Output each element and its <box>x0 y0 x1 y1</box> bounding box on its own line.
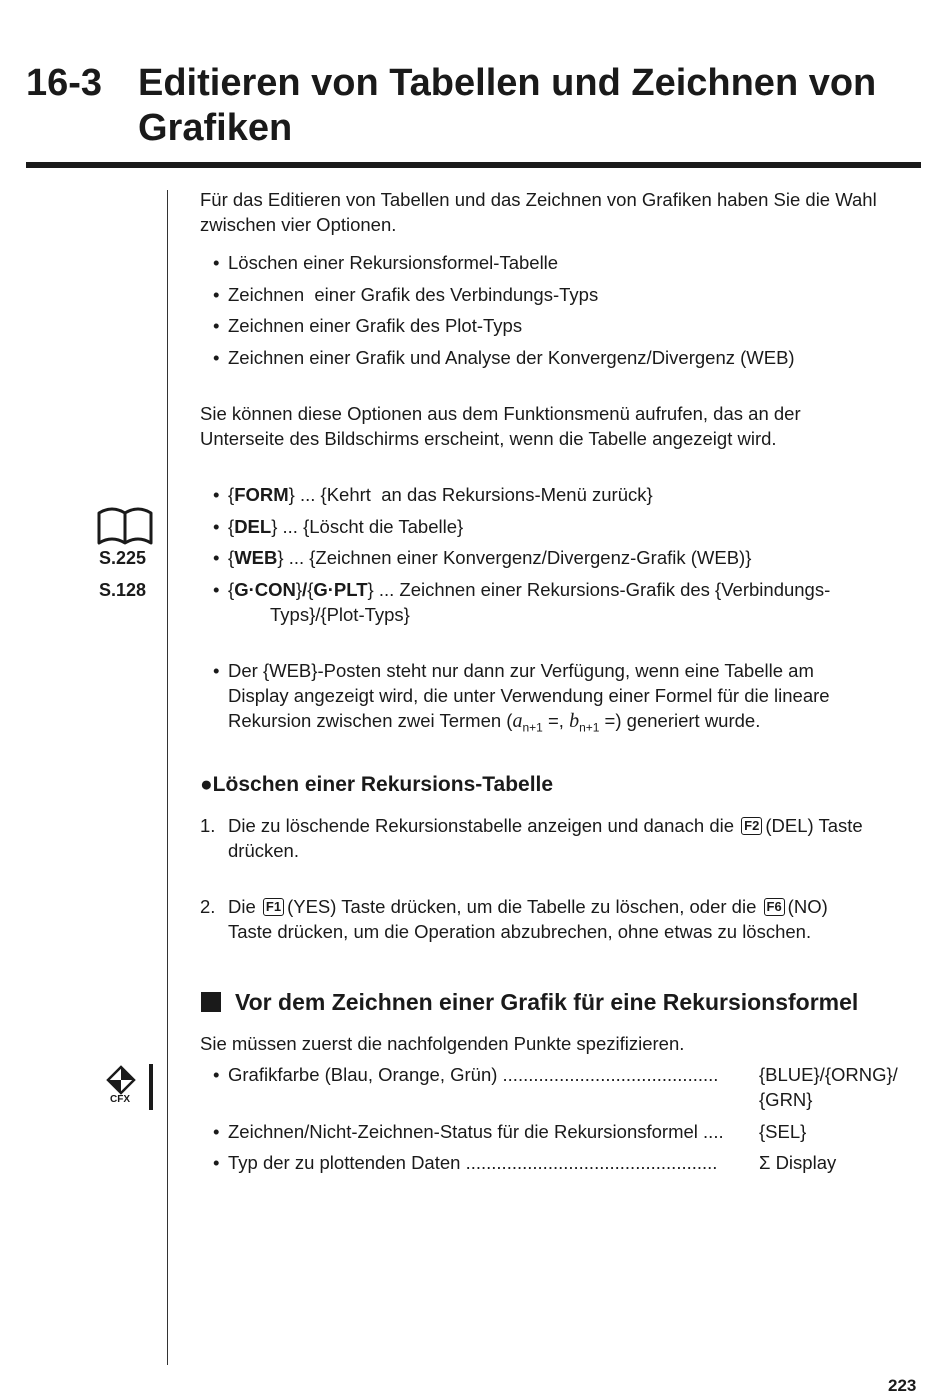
list-item: • Löschen einer Rekursionsformel-Tabelle <box>213 252 559 273</box>
delete-section-heading: ●Löschen einer Rekursions-Tabelle <box>200 773 554 796</box>
manual-book-icon <box>96 505 154 545</box>
page-reference-1: S.225 <box>99 548 147 568</box>
draw-section-intro: Sie müssen zuerst die nachfolgenden Punkte spezifizieren. <box>200 1033 685 1054</box>
list-item: • Zeichnen einer Grafik und Analyse der Konvergenz/Divergenz (WEB) <box>213 346 795 368</box>
cfx-marker-bar <box>149 1064 153 1110</box>
key-gcon: G·CON <box>234 579 296 600</box>
draw-item-select: • Zeichnen/Nicht-Zeichnen-Status für die Rekursionsformel .... {SEL} <box>213 1121 807 1142</box>
step-2: 2. Die F1 (YES) Taste drücken, um die Tabelle zu löschen, oder die F6 (NO) Taste drücken, um die Operation abzubrechen, ohne etwas zu löschen. <box>200 896 828 942</box>
key-form: FORM <box>234 484 289 505</box>
step-1: 1. Die zu löschende Rekursionstabelle anzeigen und danach die F2 (DEL) Taste drücken. <box>200 815 863 861</box>
intro-line2: zwischen vier Optionen. <box>200 214 397 235</box>
cfx-color-icon <box>106 1065 136 1095</box>
menu-item-web: • {WEB} ... {Zeichnen einer Konvergenz/Divergenz-Grafik (WEB)} <box>213 547 752 568</box>
key-gplt: G·PLT <box>313 579 368 600</box>
menu-item-form: • {FORM} ... {Kehrt an das Rekursions-Menü zurück} <box>213 484 653 505</box>
menu-item-gcon-gplt: • {G·CON}/{G·PLT} ... Zeichnen einer Rekursions-Grafik des {Verbindungs- Typs}/{Plot-Typs} <box>213 579 831 625</box>
margin-divider <box>167 190 168 1365</box>
draw-section-heading: Vor dem Zeichnen einer Grafik für eine Rekursionsformel <box>235 989 859 1015</box>
key-web: WEB <box>234 547 278 568</box>
section-square-icon <box>201 992 221 1012</box>
section-number: 16-3 <box>26 62 103 104</box>
menu-intro-line1: Sie können diese Optionen aus dem Funktionsmenü aufrufen, das an der <box>200 403 801 424</box>
key-del: DEL <box>234 516 272 537</box>
page-number: 223 <box>888 1376 917 1395</box>
page-title-line1: Editieren von Tabellen und Zeichnen von <box>138 62 877 104</box>
page-reference-2: S.128 <box>99 580 147 600</box>
list-item: • Zeichnen einer Grafik des Verbindungs-Typs <box>213 283 599 305</box>
intro-line1: Für das Editieren von Tabellen und das Zeichnen von Grafiken haben Sie die Wahl <box>200 189 877 210</box>
f1-key: F1 <box>263 898 284 916</box>
web-note: • Der {WEB}-Posten steht nur dann zur Verfügung, wenn eine Tabelle am Display angezeigt wird, die unter Verwendung einer Formel für die lineare Rekursion zwischen zwei Termen ($a_{n+1}$ =, $b_{n+1}$ =) generiert wurde. <box>213 660 830 735</box>
f2-key: F2 <box>741 817 762 835</box>
page-title-line2: Grafiken <box>138 107 293 149</box>
cfx-label: CFX <box>110 1094 130 1105</box>
f6-key: F6 <box>764 898 785 916</box>
menu-intro-line2: Unterseite des Bildschirms erscheint, wenn die Tabelle angezeigt wird. <box>200 428 777 449</box>
draw-item-data-type: • Typ der zu plottenden Daten ................................................. Σ Display <box>213 1152 837 1173</box>
list-item: • Zeichnen einer Grafik des Plot-Typs <box>213 315 523 336</box>
header-rule <box>26 162 921 168</box>
draw-item-color: • Grafikfarbe (Blau, Orange, Grün) .......................................... {BLUE}/{ORNG}/ {GRN} <box>213 1064 898 1110</box>
menu-item-del: • {DEL} ... {Löscht die Tabelle} <box>213 516 464 537</box>
options-list <box>213 250 913 376</box>
